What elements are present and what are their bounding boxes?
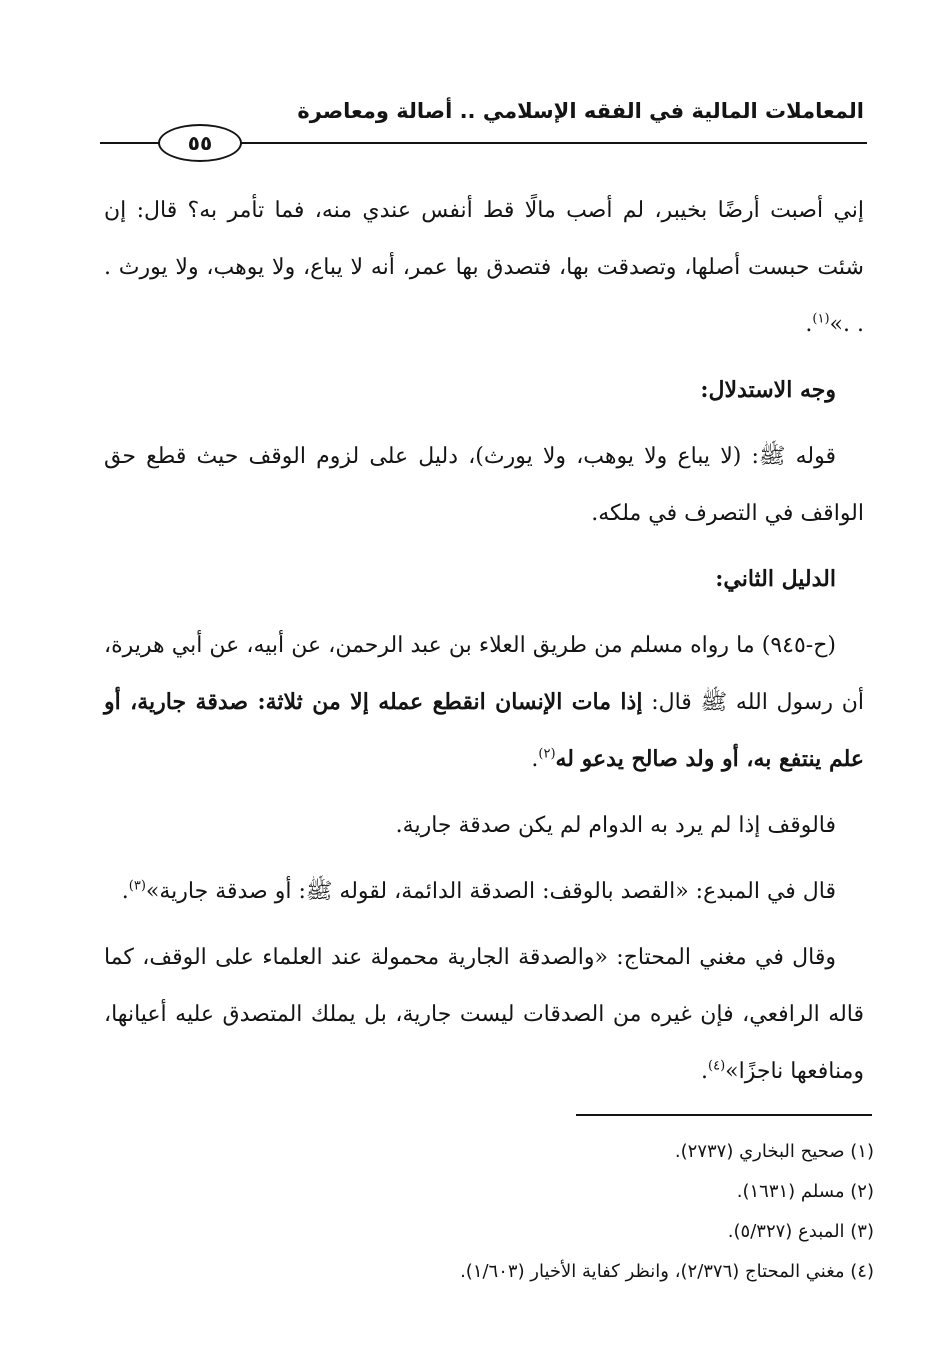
paragraph-text: إني أصبت أرضًا بخيبر، لم أصب مالًا قط أنفس عندي منه، فما تأمر به؟ قال: إن شئت حبست أصلها، وتصدقت بها، فتصدق بها عمر، أنه لا يباع، ولا يوهب، ولا يورث . . .» <box>104 198 864 337</box>
footnote-ref: (١) <box>812 311 830 327</box>
footnote-rule <box>576 1114 872 1116</box>
footnote-item: (٢) مسلم (١٦٣١). <box>736 1181 874 1202</box>
footnote-ref: (٤) <box>708 1058 726 1074</box>
paragraph-mubdi-quote: قال في المبدع: «القصد بالوقف: الصدقة الدائمة، لقوله ﷺ: أو صدقة جارية»$^{(٣)}$. <box>121 878 836 904</box>
paragraph-conclusion: فالوقف إذا لم يرد به الدوام لم يكن صدقة جارية. <box>395 813 836 838</box>
running-title: المعاملات المالية في الفقه الإسلامي .. أصالة ومعاصرة <box>297 99 864 123</box>
paragraph-hadith-umar: إني أصبت أرضًا بخيبر، لم أصب مالًا قط أنفس عندي منه، فما تأمر به؟ قال: إن شئت حبست أصلها، وتصدقت بها، فتصدق بها عمر، أنه لا يباع، ولا يوهب، ولا يورث . . .»$^{(١)}$. <box>104 198 864 337</box>
paragraph-inference: قوله ﷺ: (لا يباع ولا يوهب، ولا يورث)، دليل على لزوم الوقف حيث قطع حق الواقف في التصرف في ملكه. <box>104 444 864 526</box>
paragraph-text: وقال في مغني المحتاج: «والصدقة الجارية محمولة عند العلماء على الوقف، كما قاله الرافعي، فإن غيره من الصدقات ليست جارية، بل يملك المتصدق عليه أعيانها، ومنافعها ناجزًا» <box>104 945 864 1084</box>
footnote-item: (١) صحيح البخاري (٢٧٣٧). <box>674 1141 874 1162</box>
main-text <box>104 182 864 1109</box>
footnote-ref: (٢) <box>538 746 556 762</box>
paragraph-text: قال في المبدع: «القصد بالوقف: الصدقة الدائمة، لقوله ﷺ: أو صدقة جارية» <box>145 879 836 904</box>
hadith-quote: إذا مات الإنسان انقطع عمله إلا من ثلاثة: صدقة جارية، أو علم ينتفع به، أو ولد صالح يدعو له <box>104 689 864 772</box>
section-heading-second-evidence: الدليل الثاني: <box>715 566 836 592</box>
footnote-item: (٣) المبدع (٥/٣٢٧). <box>727 1221 874 1242</box>
section-heading-inference: وجه الاستدلال: <box>700 377 836 403</box>
footnotes <box>114 1132 874 1292</box>
page-number: ٥٥ <box>158 124 242 162</box>
footnote-ref: (٣) <box>128 878 146 894</box>
paragraph-text: (ح-٩٤٥) ما رواه مسلم من طريق العلاء بن عبد الرحمن، عن أبيه، عن أبي هريرة، أن رسول الله ﷺ قال: <box>104 633 864 715</box>
footnote-item: (٤) مغني المحتاج (٢/٣٧٦)، وانظر كفاية الأخيار (١/٦٠٣). <box>460 1261 874 1282</box>
paragraph-mughni-quote: وقال في مغني المحتاج: «والصدقة الجارية محمولة عند العلماء على الوقف، كما قاله الرافعي، فإن غيره من الصدقات ليست جارية، بل يملك المتصدق عليه أعيانها، ومنافعها ناجزًا»$^{(٤)}$. <box>104 945 864 1084</box>
paragraph-hadith-muslim: (ح-٩٤٥) ما رواه مسلم من طريق العلاء بن عبد الرحمن، عن أبيه، عن أبي هريرة، أن رسول الله ﷺ قال: إذا مات الإنسان انقطع عمله إلا من ثلاثة: صدقة جارية، أو علم ينتفع به، أو ولد صالح يدعو له$^{(٢)}$. <box>104 633 864 772</box>
